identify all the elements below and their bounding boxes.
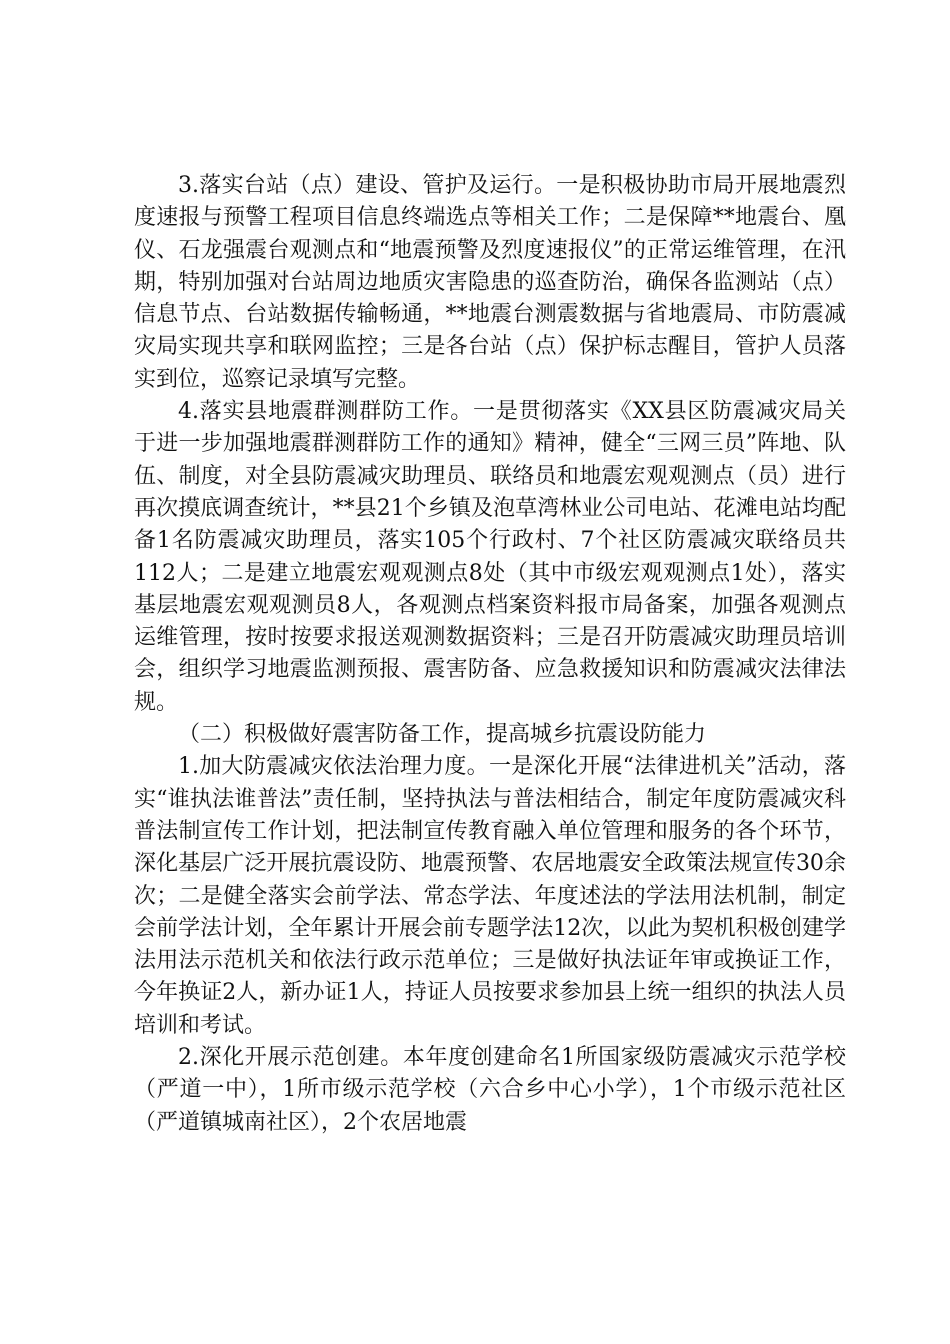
paragraph-demonstration-creation: 2.深化开展示范创建。本年度创建命名1所国家级防震减灾示范学校（严道一中），1所市级示范学校（六合乡中心小学），1个市级示范社区（严道镇城南社区），2个农居地震	[134, 1045, 846, 1135]
paragraph-mass-monitoring: 4.落实县地震群测群防工作。一是贯彻落实《XX县区防震减灾局关于进一步加强地震群测群防工作的通知》精神，健全“三网三员”阵地、队伍、制度，对全县防震减灾助理员、联络员和地震宏观观测点（员）进行再次摸底调查统计，**县21个乡镇及泡草湾林业公司电站、花滩电站均配备1名防震减灾助理员，落实105个行政村、7个社区防震减灾联络员共112人；二是建立地震宏观观测点8处（其中市级宏观观测点1处），落实基层地震宏观观测员8人，各观测点档案资料报市局备案，加强各观测点运维管理，按时按要求报送观测数据资料；三是召开防震减灾助理员培训会，组织学习地震监测预报、震害防备、应急救援知识和防震减灾法律法规。	[134, 399, 846, 715]
paragraph-legal-governance: 1.加大防震减灾依法治理力度。一是深化开展“法律进机关”活动，落实“谁执法谁普法”责任制，坚持执法与普法相结合，制定年度防震减灾科普法制宣传工作计划，把法制宣传教育融入单位管理和服务的各个环节，深化基层广泛开展抗震设防、地震预警、农居地震安全政策法规宣传30余次；二是健全落实会前学法、常态学法、年度述法的学法用法机制，制定会前学法计划，全年累计开展会前专题学法12次，以此为契机积极创建学法用法示范机关和依法行政示范单位；三是做好执法证年审或换证工作，今年换证2人，新办证1人，持证人员按要求参加县上统一组织的执法人员培训和考试。	[134, 754, 846, 1038]
paragraph-station-construction: 3.落实台站（点）建设、管护及运行。一是积极协助市局开展地震烈度速报与预警工程项目信息终端选点等相关工作；二是保障**地震台、凰仪、石龙强震台观测点和“地震预警及烈度速报仪”的正常运维管理，在汛期，特别加强对台站周边地质灾害隐患的巡查防治，确保各监测站（点）信息节点、台站数据传输畅通，**地震台测震数据与省地震局、市防震减灾局实现共享和联网监控；三是各台站（点）保护标志醒目，管护人员落实到位，巡察记录填写完整。	[134, 173, 846, 392]
document-body	[134, 170, 846, 1139]
section-heading-disaster-prevention: （二）积极做好震害防备工作，提高城乡抗震设防能力	[178, 722, 707, 748]
